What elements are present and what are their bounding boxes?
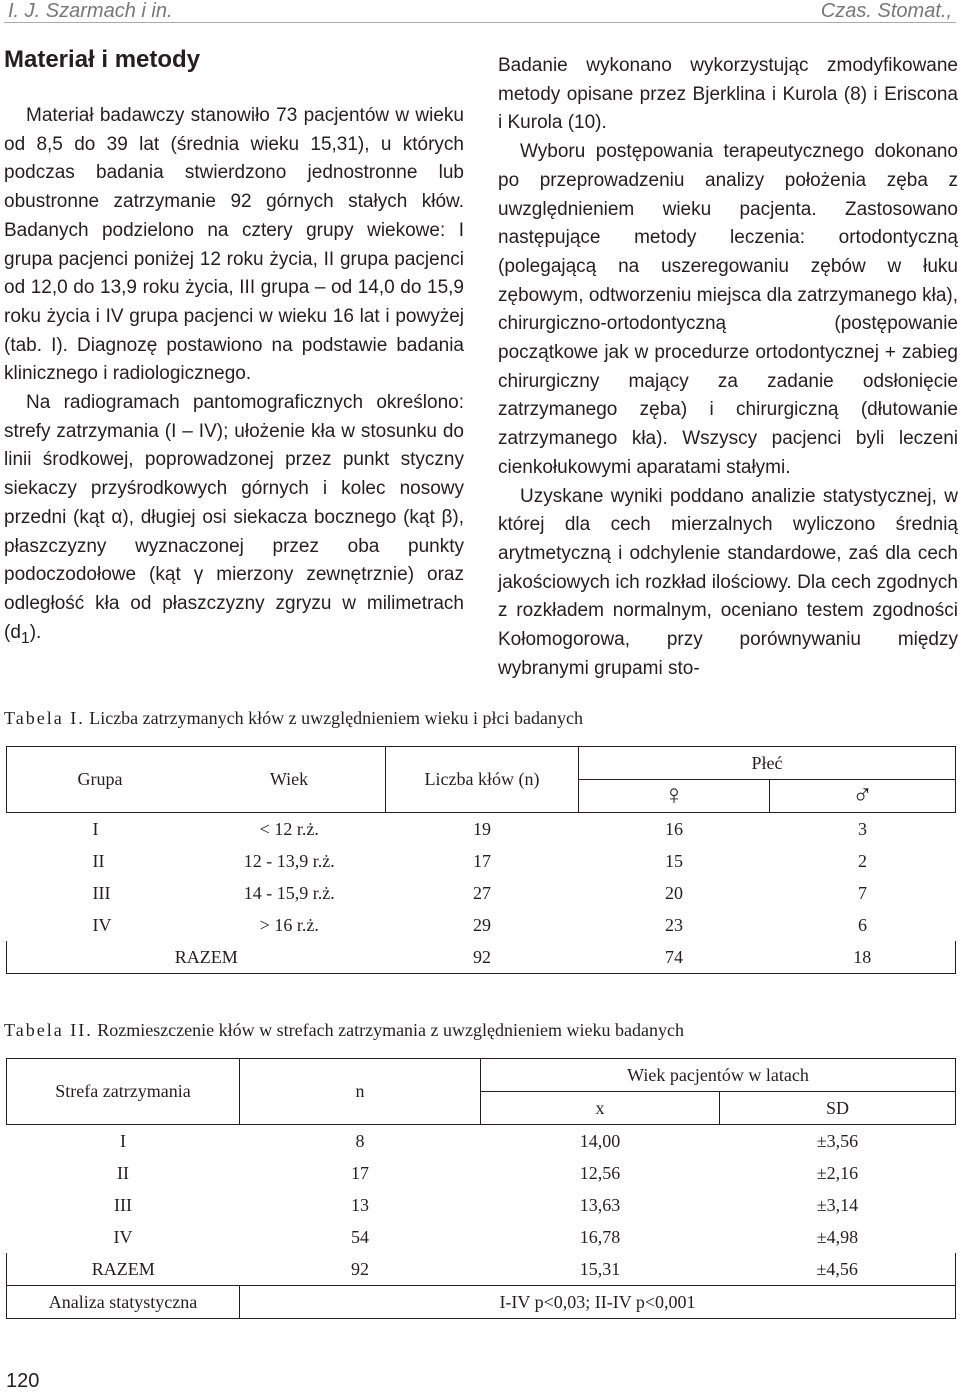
table1-total-row <box>7 941 956 974</box>
table1-cell: IV <box>92 914 112 935</box>
table2-total-row <box>7 1253 956 1286</box>
table2-cell: 13,63 <box>579 1194 621 1215</box>
table2-cell: 15,31 <box>481 1253 720 1286</box>
table2-stats-row <box>7 1286 956 1319</box>
table2-header-age: Wiek pacjentów w latach <box>481 1059 956 1092</box>
paragraph-radiograms <box>4 389 464 653</box>
table1-row <box>7 845 956 877</box>
table1-total-female: 74 <box>579 941 770 974</box>
table1-row <box>7 909 956 941</box>
paragraph-radiograms-text: Na radiogramach pantomograficznych określono: strefy zatrzymania (I – IV); ułożenie kła w stosunku do linii środkowej, poprowadzonej przez punkt styczny siekaczy przyśrodkowych górnych i kolec nosowy przedni (kąt α), długiej osi siekacza bocznego (kąt β), płaszczyzny wyznaczonej przez oba punkty podoczodołowe (kąt γ mierzony zewnętrznie) oraz odległość kła od płaszczyzny zgryzu w milimetrach (d <box>4 392 464 643</box>
table1-cell: III <box>92 882 111 903</box>
table1-header-sex: Płeć <box>579 747 956 780</box>
table2-header-zone: Strefa zatrzymania <box>7 1059 240 1125</box>
table2-caption-text: Rozmieszczenie kłów w strefach zatrzymania z uwzględnieniem wieku badanych <box>97 1020 684 1040</box>
table1-cell: 16 <box>665 818 683 839</box>
table2-label: Tabela II. <box>4 1020 93 1040</box>
table2-header-n: n <box>240 1059 481 1125</box>
paragraph-treatment: Wyboru postępowania terapeutycznego dokonano po przeprowadzeniu analizy położenia zęba z uwzględnieniem wieku pacjenta. Zastosowano następujące metody leczenia: ortodontyczną (polegającą na uszeregowaniu zębów w łuku zębowym, odtworzeniu miejsca dla zatrzymanego kła), chirurgiczno-ortodontyczną (postępowanie początkowe jak w procedurze ortodontycznej + zabieg chirurgiczny mający za zadanie odsłonięcie zatrzymanego zęba) i chirurgiczną (dłutowanie zatrzymanego kła). Wszyscy pacjenci byli leczeni cienkołukowymi aparatami stałymi. <box>498 141 958 478</box>
table2-cell: III <box>114 1194 132 1215</box>
table1-caption <box>4 708 583 729</box>
table1-cell: < 12 r.ż. <box>259 818 319 839</box>
table1-header-age: Wiek <box>193 747 386 813</box>
running-header-journal: Czas. Stomat., <box>820 0 952 22</box>
table1-cell: 7 <box>858 882 867 903</box>
table2-stats-value: I-IV p<0,03; II-IV p<0,001 <box>240 1286 956 1319</box>
header-rule <box>4 22 956 23</box>
table2-row <box>7 1221 956 1253</box>
section-heading: Materiał i metody <box>4 46 201 73</box>
table2-stats-label: Analiza statystyczna <box>7 1286 240 1319</box>
table2-cell: I <box>120 1130 126 1151</box>
table2-cell: 13 <box>351 1194 369 1215</box>
table2-cell: 16,78 <box>579 1226 621 1247</box>
table2-row <box>7 1157 956 1189</box>
table2-cell: RAZEM <box>7 1253 240 1286</box>
table2-caption <box>4 1020 684 1041</box>
page-number: 120 <box>6 1370 40 1392</box>
table1-cell: > 16 r.ż. <box>259 914 319 935</box>
table1-header-male: ♂ <box>770 780 956 813</box>
table1-label: Tabela I. <box>4 708 85 728</box>
table2-cell: ±3,56 <box>816 1130 859 1151</box>
right-column <box>498 52 958 683</box>
table1-cell: I <box>92 818 99 839</box>
table2-row <box>7 1189 956 1221</box>
table2-cell: ±4,56 <box>720 1253 956 1286</box>
paragraph-material: Materiał badawczy stanowiło 73 pacjentów w wieku od 8,5 do 39 lat (średnia wieku 15,31), u których podczas badania stwierdzono jednostronne lub obustronne zatrzymanie 92 górnych stałych kłów. Badanych podzielono na cztery grupy wiekowe: I grupa pacjenci poniżej 12 roku życia, II grupa pacjenci od 12,0 do 13,9 roku życia, III grupa – od 14,0 do 15,9 roku życia i IV grupa pacjenci w wieku 16 lat i powyżej (tab. I). Diagnozę postawiono na podstawie badania klinicznego i radiologicznego. <box>4 105 464 385</box>
table1-row <box>7 877 956 909</box>
table1-cell: 12 - 13,9 r.ż. <box>243 850 335 871</box>
table2-cell: IV <box>113 1226 133 1247</box>
table1-total-count: 92 <box>386 941 579 974</box>
subscript-1: 1 <box>20 629 30 647</box>
table2-cell: 54 <box>351 1226 369 1247</box>
table2-cell: 12,56 <box>579 1162 621 1183</box>
table2-cell: ±4,98 <box>816 1226 859 1247</box>
table2 <box>6 1058 956 1319</box>
table1-cell: 29 <box>473 914 491 935</box>
table1-cell: 19 <box>473 818 491 839</box>
table1-cell: 3 <box>858 818 867 839</box>
table2-cell: 92 <box>240 1253 481 1286</box>
table1-row <box>7 813 956 846</box>
table1-caption-text: Liczba zatrzymanych kłów z uwzględnieniem wieku i płci badanych <box>89 708 584 728</box>
table2-header-x: x <box>481 1092 720 1125</box>
running-header-authors: I. J. Szarmach i in. <box>8 0 173 22</box>
table2-cell: 8 <box>355 1130 365 1151</box>
table1-header-female: ♀ <box>579 780 770 813</box>
table1-cell: 20 <box>665 882 683 903</box>
paragraph-radiograms-end: ). <box>29 621 42 643</box>
table1-total-label: RAZEM <box>7 941 386 974</box>
table1-cell: 2 <box>858 850 867 871</box>
left-column <box>4 46 464 653</box>
table2-cell: II <box>117 1162 129 1183</box>
table2-cell: 14,00 <box>579 1130 621 1151</box>
table1-cell: 14 - 15,9 r.ż. <box>243 882 335 903</box>
table1-cell: 15 <box>665 850 683 871</box>
table2-cell: 17 <box>351 1162 369 1183</box>
table1-header-count: Liczba kłów (n) <box>386 747 579 813</box>
table2-cell: ±3,14 <box>816 1194 859 1215</box>
table1 <box>6 746 956 974</box>
table1-cell: II <box>92 850 105 871</box>
paragraph-methods: Badanie wykonano wykorzystując zmodyfikowane metody opisane przez Bjerklina i Kurola (8) i Eriscona i Kurola (10). <box>498 55 958 134</box>
table1-header-group: Grupa <box>7 747 194 813</box>
paragraph-statistics: Uzyskane wyniki poddano analizie statystycznej, w której dla cech mierzalnych wyliczono średnią arytmetyczną i odchylenie standardowe, zaś dla cech jakościowych ich rozkład ilościowy. Dla cech zgodnych z rozkładem normalnym, oceniano testem zgodności Kołomogorowa, przy porównywaniu między wybranymi grupami sto- <box>498 485 958 679</box>
table1-total-male: 18 <box>770 941 956 974</box>
table1-cell: 6 <box>858 914 867 935</box>
table2-header-sd: SD <box>720 1092 956 1125</box>
table2-row <box>7 1125 956 1158</box>
table1-cell: 23 <box>665 914 683 935</box>
table1-cell: 27 <box>473 882 491 903</box>
table2-cell: ±2,16 <box>816 1162 859 1183</box>
table1-cell: 17 <box>473 850 491 871</box>
